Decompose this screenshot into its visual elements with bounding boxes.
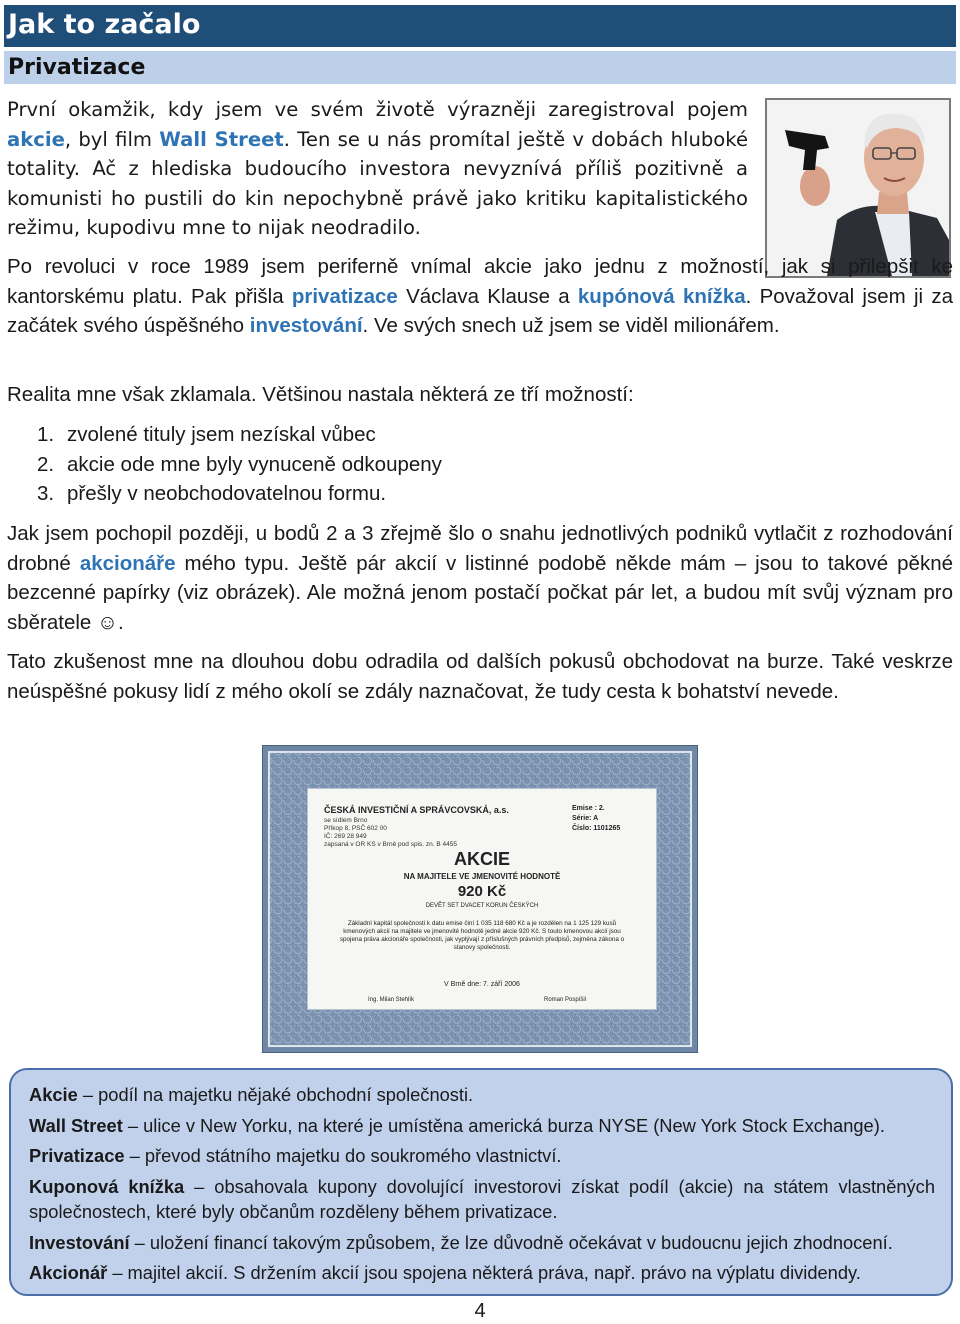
glossary-term: Wall Street <box>29 1115 123 1136</box>
page-number: 4 <box>474 1300 486 1322</box>
list-number: 1. <box>37 423 55 446</box>
paragraph-conclusion: Tato zkušenost mne na dlouhou dobu odradila od dalších pokusů obchodovat na burze. Také veskrze neúspěšné pokusy lidí z mého okolí se zdály naznačovat, že tudy cesta k bohatství nevede. <box>7 650 953 703</box>
certificate-holder-type: NA MAJITELE VE JMENOVITÉ HODNOTĚ <box>403 872 561 881</box>
highlighted-term: akcionáře <box>79 551 176 575</box>
certificate-paper <box>307 788 657 1010</box>
glossary-definition: – majitel akcií. S držením akcií jsou spojena některá práva, např. právo na výplatu dividendy. <box>107 1262 861 1283</box>
glossary-item <box>29 1143 935 1168</box>
list-item <box>37 479 442 509</box>
glossary-definition: – uložení financí takovým způsobem, že lze důvodně očekávat v budoucnu jejich zhodnocení. <box>129 1232 893 1253</box>
list-item <box>37 420 442 450</box>
paragraph-text: Jak jsem pochopil později, u bodů 2 a 3 zřejmě šlo o snahu jednotlivých podniků vytlačit z rozhodování drobné <box>7 522 953 575</box>
paragraph-text: mého typu. Ještě pár akcií v listinné podobě někde mám – jsou to takové pěkné bezcenné papírky (viz obrázek). Ale možná jenom postačí počkat pár let, a budou mít svůj význam pro sběratele ☺. <box>7 551 954 634</box>
glossary-definition: – ulice v New Yorku, na které je umístěna americká burza NYSE (New York Stock Exchange). <box>122 1115 885 1136</box>
glossary-term: Akcionář <box>29 1262 108 1283</box>
paragraph-reality: Realita mne však zklamala. Většinou nastala některá ze tří možností: <box>7 383 634 406</box>
certificate-meta: Emise : 2. <box>572 805 605 812</box>
glossary-term: Investování <box>29 1232 130 1253</box>
paragraph-revolution <box>7 252 953 341</box>
list-item <box>37 450 442 480</box>
certificate-value-words: DEVĚT SET DVACET KORUN ČESKÝCH <box>425 903 539 909</box>
glossary-term: Privatizace <box>29 1145 125 1166</box>
glossary-item <box>29 1174 935 1224</box>
glossary-item <box>29 1082 935 1107</box>
paragraph-text: . Ten se u nás promítal ještě v dobách hluboké totality. Ač z hlediska budoucího investora nevyznívá příliš pozitivně a komunisti ho pustili do kin nepochybně právě jako kritiku kapitalistického režimu, kupodivu mne to nijak neodradilo. <box>7 127 748 239</box>
glossary-definition: – převod státního majetku do soukromého vlastnictví. <box>124 1145 562 1166</box>
list-text: přešly v neobchodovatelnou formu. <box>67 482 387 505</box>
paragraph-text: . Ve svých snech už jsem se viděl milionářem. <box>362 314 780 337</box>
paragraph-text: . Považoval jsem ji za začátek svého úspěšného <box>7 284 953 337</box>
paragraph-text: Po revoluci v roce 1989 jsem periferně vnímal akcie jako jednu z možností, jak si přilepšit ke kantorskému platu. Pak přišla <box>7 255 953 308</box>
certificate-address-line: se sídlem Brno <box>324 817 368 824</box>
glossary-item <box>29 1230 935 1255</box>
chapter-title: Jak to začalo <box>4 5 956 47</box>
portrait-illustration <box>767 100 949 276</box>
certificate-address-line: IČ: 269 28 949 <box>324 833 367 840</box>
glossary-term: Kuponová knížka <box>29 1176 185 1197</box>
highlighted-term: kupónová knížka <box>577 284 746 308</box>
paragraph-text: První okamžik, kdy jsem ve svém životě výrazněji zaregistroval pojem <box>7 98 748 121</box>
certificate-signatory: Roman Pospíšil <box>544 997 587 1003</box>
glossary-item <box>29 1113 935 1138</box>
certificate-signatory: Ing. Milan Stehlík <box>368 997 415 1003</box>
list-text: akcie ode mne byly vynuceně odkoupeny <box>67 452 442 476</box>
certificate-place-date: V Brně dne: 7. září 2006 <box>444 981 520 988</box>
glossary-definition: – podíl na majetku nějaké obchodní společnosti. <box>77 1084 474 1105</box>
certificate-value: 920 Kč <box>457 883 507 900</box>
paragraph-intro <box>7 95 748 243</box>
paragraph-text: Václava Klause a <box>397 284 578 308</box>
photo-man-with-pistol <box>765 98 951 278</box>
glossary-definition: – obsahovala kupony dovolující investorovi získat podíl (akcie) na státem vlastněných společnostech, které byly občanům rozděleny během privatizace. <box>29 1176 935 1222</box>
outcomes-list <box>37 420 442 509</box>
paragraph-explanation <box>7 519 953 637</box>
glossary-item <box>29 1260 935 1285</box>
glossary-term: Akcie <box>29 1084 78 1105</box>
list-number: 3. <box>37 482 55 505</box>
highlighted-term: privatizace <box>291 284 398 308</box>
certificate-meta: Série: A <box>572 815 599 822</box>
share-certificate-image <box>262 745 698 1053</box>
highlighted-term: akcie <box>7 127 65 151</box>
highlighted-term: investování <box>249 314 363 337</box>
glossary-box <box>9 1068 953 1296</box>
certificate-body-text: Základní kapitál společnosti k datu emise činí 1 035 118 680 Kč a je rozdělen na 1 125 129 kusů kmenových akcií na majitele ve jmenovité hodnotě jedné akcie 920 Kč. S touto kmenovou akcií jsou spojena práva akcionáře společnosti, jak vyplývají z příslušných právních předpisů, zejména zákona o stanovy společnosti. <box>339 920 625 951</box>
certificate-meta: Číslo: 1101265 <box>572 825 621 832</box>
certificate-address-line: Příkop 8, PSČ 602 00 <box>324 825 387 832</box>
section-heading: Privatizace <box>4 51 956 84</box>
list-number: 2. <box>37 452 55 476</box>
certificate-title: AKCIE <box>453 849 510 869</box>
certificate-address-line: zapsaná v OR KS v Brně pod spis. zn. B 4455 <box>324 841 457 848</box>
paragraph-text: , byl film <box>64 127 160 151</box>
highlighted-term: Wall Street <box>159 127 284 151</box>
certificate-company: ČESKÁ INVESTIČNÍ A SPRÁVCOVSKÁ, a.s. <box>324 805 509 815</box>
list-text: zvolené tituly jsem nezískal vůbec <box>67 423 376 446</box>
